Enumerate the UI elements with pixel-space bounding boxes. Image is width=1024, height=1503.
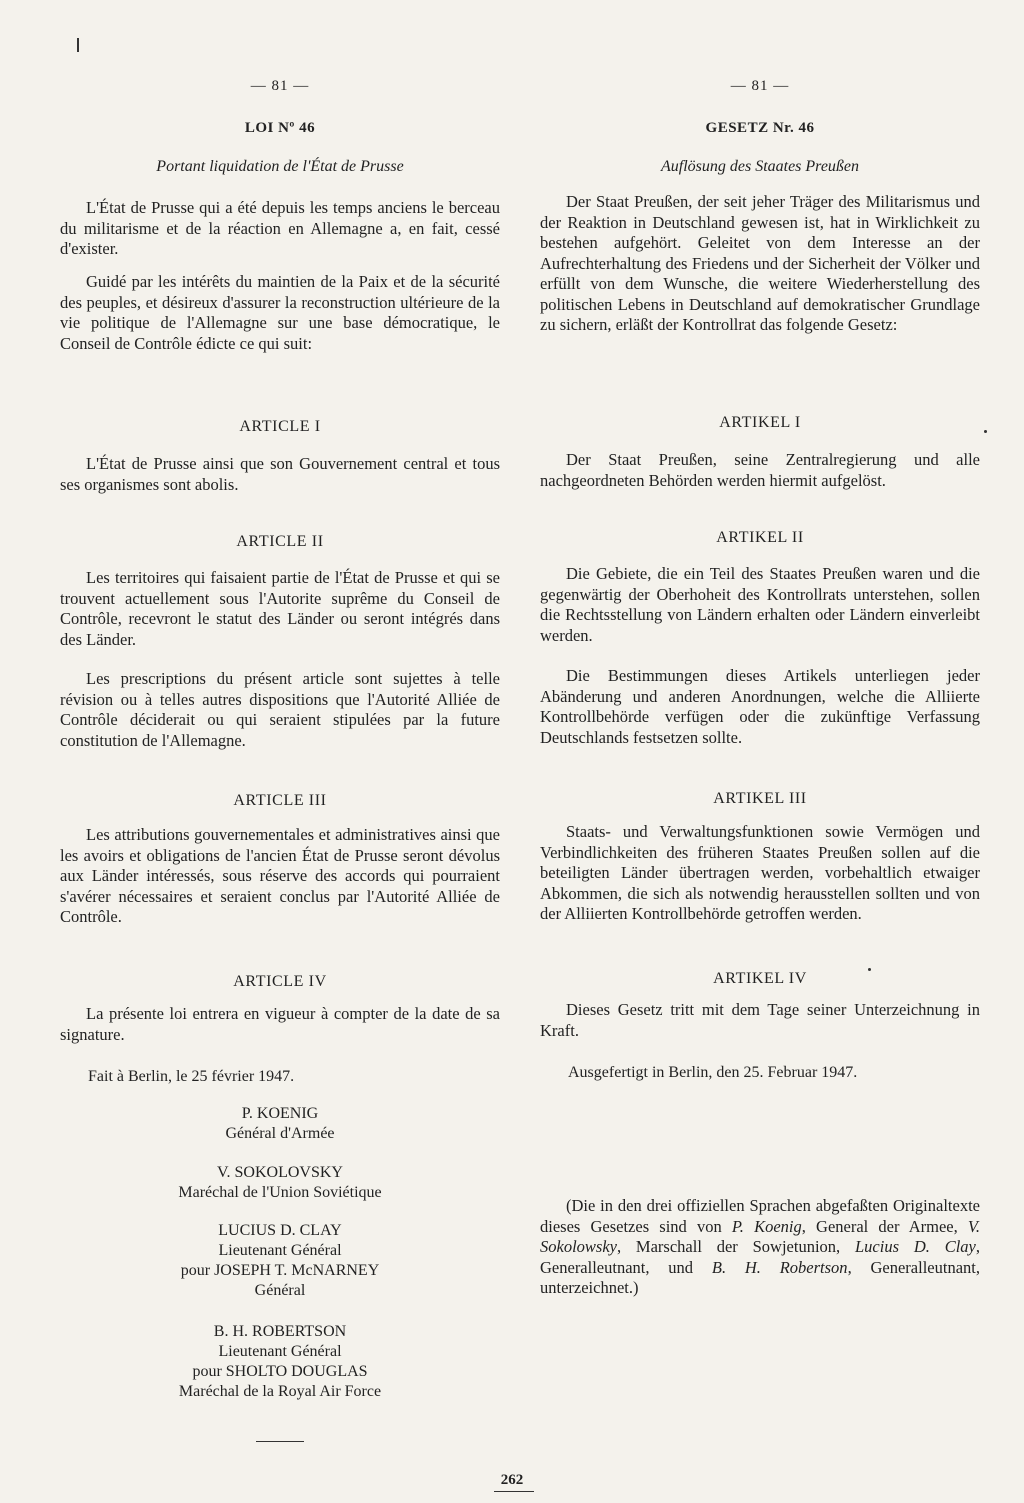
signatory-koenig [60,1104,500,1144]
signatory-for: pour JOSEPH T. McNARNEY [180,1262,380,1279]
article-3-text-de: Staats- und Verwaltungsfunktionen sowie Vermögen und Verbindlichkeiten des früheren Staates Preußen sollen auf die beteiligten Länder übertragen werden, vorbehaltlich etwaiger Abkommen, die sich als notwendig herausstellen sollten und von der Alliierten Kontrollbehörde getroffen werden. [540,822,980,923]
signatory-clay [60,1221,500,1301]
note-text: , Generalleutnant, und [540,1237,980,1277]
article-1-heading-fr: ARTICLE I [239,418,321,435]
article-2-text-fr-2: Les prescriptions du présent article sont sujettes à telle révision ou à telles autres dispositions que l'Autorité Alliée de Contrôle déciderait ou qui seraient stipulées par la future constitution de l'Allemagne. [60,669,500,750]
note-signatory: Lucius D. Clay [855,1237,976,1256]
signatory-title: Maréchal de l'Union Soviétique [178,1184,382,1201]
article-4-text-fr: La présente loi entrera en vigueur à compter de la date de sa signature. [60,1004,500,1044]
note-text: , General der Armee, [801,1216,968,1236]
scan-mark [77,38,79,52]
signature-note-de [540,1196,980,1299]
intro-paragraph-fr-2: Guidé par les intérêts du maintien de la Paix et de la sécurité des peuples, et désireux d'assurer la reconstruction ultérieure de la vie politique de l'Allemagne sur une base démocratique, le Conseil de Contrôle édicte ce qui suit: [60,272,500,353]
signatory-sokolovsky [60,1163,500,1203]
signatory-robertson [60,1322,500,1402]
law-title-fr: LOI Nº 46 [244,120,316,136]
signatory-name: V. SOKOLOVSKY [217,1164,343,1181]
note-signatory: B. H. Robertson [711,1257,848,1277]
article-3-text-fr: Les attributions gouvernementales et administratives ainsi que les avoirs et obligations de l'ancien État de Prusse seront dévolus aux Länder intéressés, sous réserve des accords qui pourraient s'avérer nécessaires et seraient conclus par l'Autorité Alliée de Contrôle. [60,825,500,926]
intro-paragraph-de: Der Staat Preußen, der seit jeher Träger des Militarismus und der Reaktion in Deutschland gewesen ist, hat in Wirklichkeit zu bestehen aufgehört. Geleitet von dem Interesse an der Aufrechterhaltung des Friedens und der Sicherheit der Völker und erfüllt von dem Wunsche, die weitere Wiederherstellung des politischen Lebens in Deutschland auf demokratischer Grundlage zu sichern, erläßt der Kontrollrat das folgende Gesetz: [540,192,980,334]
signatory-name: B. H. ROBERTSON [213,1323,347,1340]
law-subtitle-fr: Portant liquidation de l'État de Prusse [156,158,404,175]
article-4-text-de: Dieses Gesetz tritt mit dem Tage seiner Unterzeichnung in Kraft. [540,1000,980,1040]
signatory-for-title: Général [254,1282,306,1299]
article-1-heading-de: ARTIKEL I [719,414,801,431]
law-title-de: GESETZ Nr. 46 [705,120,815,136]
law-subtitle-de: Auflösung des Staates Preußen [660,158,860,175]
article-3-heading-fr: ARTICLE III [233,792,327,809]
note-text: , Generalleutnant, unterzeichnet.) [540,1257,980,1297]
article-3-heading-de: ARTIKEL III [713,790,807,807]
page-number-footer: 262 [500,1472,524,1488]
intro-paragraph-fr: L'État de Prusse qui a été depuis les temps anciens le berceau du militarisme et de la réaction en Allemagne a, en fait, cessé d'exister. [60,198,500,258]
article-2-heading-fr: ARTICLE II [236,533,324,550]
scan-dot [868,968,871,971]
article-4-heading-de: ARTIKEL IV [713,970,807,987]
signatory-title: Lieutenant Général [218,1242,342,1259]
note-signatory: V. Sokolowsky [540,1216,980,1256]
scan-dot [984,430,987,433]
closing-rule-fr [256,1441,304,1442]
article-2-heading-de: ARTIKEL II [716,529,804,546]
note-text: , Marschall der Sowjetunion, [616,1237,855,1256]
footer-underline [494,1491,534,1492]
signatory-title: Lieutenant Général [218,1343,342,1360]
signatory-name: P. KOENIG [241,1105,319,1122]
article-4-heading-fr: ARTICLE IV [233,973,327,990]
place-date-fr: Fait à Berlin, le 25 février 1947. [88,1068,295,1085]
page-number-fr: — 81 — [250,78,310,94]
article-2-text-de: Die Gebiete, die ein Teil des Staates Preußen waren und die gegenwärtig der Oberhoheit des Kontrollrats unterstehen, sollen die Rechtsstellung von Ländern erhalten oder Ländern einverleibt werden. [540,564,980,645]
article-1-text-de: Der Staat Preußen, seine Zentralregierung und alle nachgeordneten Behörden werden hiermit aufgelöst. [540,450,980,490]
signatory-title: Général d'Armée [225,1125,335,1142]
article-2-text-fr: Les territoires qui faisaient partie de l'État de Prusse et qui se trouvent actuellement sous l'Autorite suprême du Conseil de Contrôle, recevront le statut des Länder ou seront intégrés dans des Länder. [60,568,500,649]
page-number-de: — 81 — [730,78,790,94]
signatory-for: pour SHOLTO DOUGLAS [192,1363,368,1380]
note-text: (Die in den drei offiziellen Sprachen abgefaßten Originaltexte dieses Gesetzes sind von [540,1196,980,1236]
signatory-for-title: Maréchal de la Royal Air Force [178,1383,382,1400]
article-2-text-de-2: Die Bestimmungen dieses Artikels unterliegen jeder Abänderung und anderen Anordnungen, welche die Alliierte Kontrollbehörde verfügen oder die zukünftige Verfassung Deutschlands festsetzen sollte. [540,666,980,747]
signatory-name: LUCIUS D. CLAY [218,1222,342,1239]
place-date-de: Ausgefertigt in Berlin, den 25. Februar 1947. [568,1064,858,1081]
note-signatory: P. Koenig [731,1216,802,1236]
article-1-text-fr: L'État de Prusse ainsi que son Gouvernement central et tous ses organismes sont abolis. [60,454,500,494]
